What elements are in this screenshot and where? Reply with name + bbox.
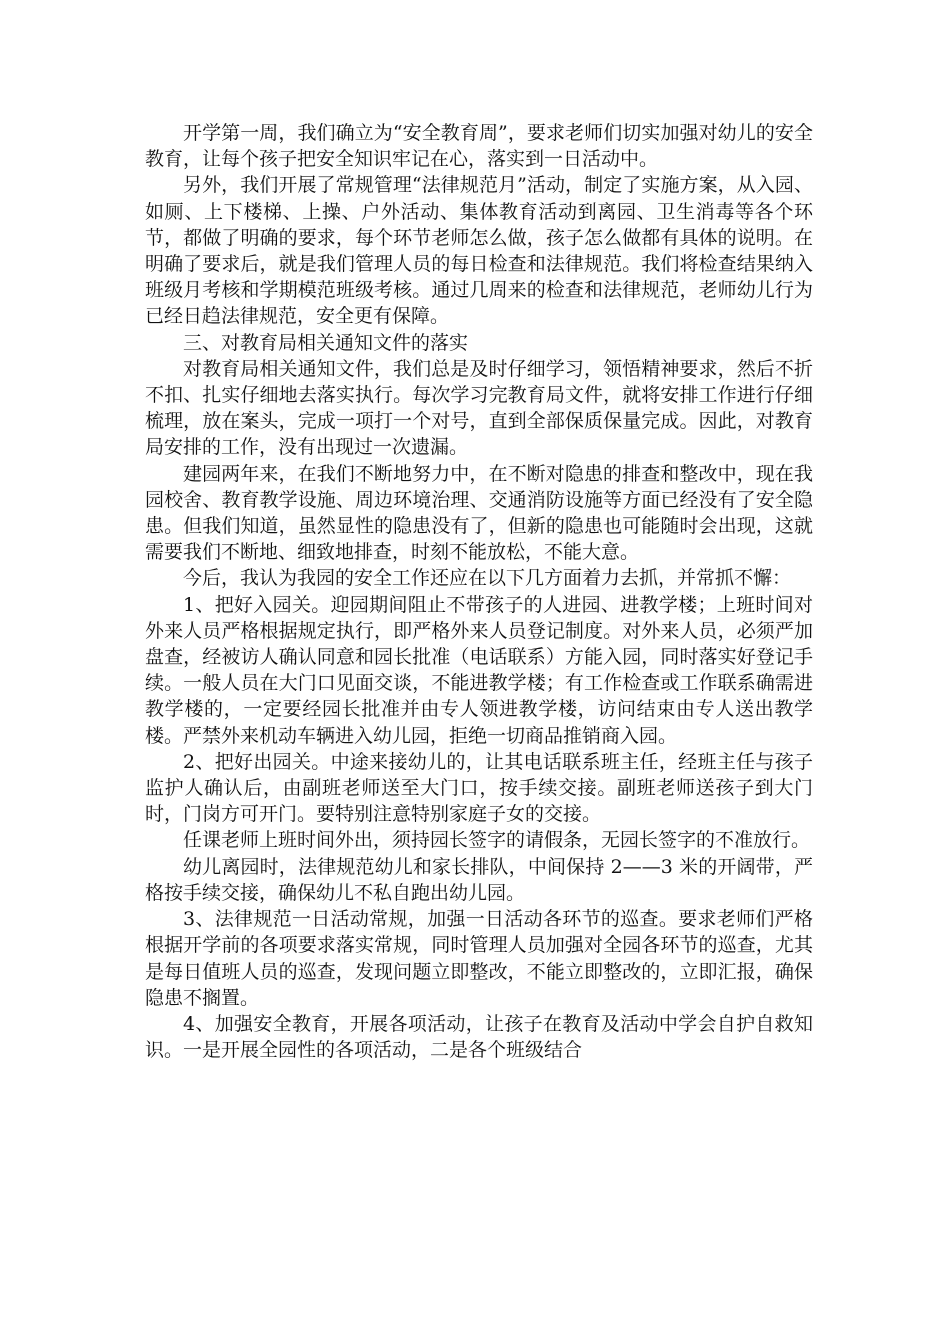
paragraph-teacher-leave: 任课老师上班时间外出，须持园长签字的请假条，无园长签字的不准放行。 (183, 829, 811, 852)
paragraph-child-departure: 幼儿离园时，法律规范幼儿和家长排队，中间保持 2——3 米的开阔带，严格按手续交接，确保幼儿不私自跑出幼儿园。 (145, 855, 813, 904)
paragraph-education-bureau: 对教育局相关通知文件，我们总是及时仔细学习，领悟精神要求，然后不折不扣、扎实仔细地去落实执行。每次学习完教育局文件，就将安排工作进行仔细梳理，放在案头，完成一项打一个对号，直到全部保质保量完成。因此，对教育局安排的工作，没有出现过一次遗漏。 (145, 357, 813, 459)
paragraph-future-work: 今后，我认为我园的安全工作还应在以下几方面着力去抓，并常抓不懈： (183, 567, 792, 590)
document-page (145, 120, 813, 1063)
paragraph-safety-week: 开学第一周，我们确立为“安全教育周”，要求老师们切实加强对幼儿的安全教育，让每个孩子把安全知识牢记在心，落实到一日活动中。 (145, 122, 813, 171)
list-item-entry-control: 1、把好入园关。迎园期间阻止不带孩子的人进园、进教学楼；上班时间对外来人员严格根据规定执行，即严格外来人员登记制度。对外来人员，必须严加盘查，经被访人确认同意和园长批准（电话联系）方能入园，同时落实好登记手续。一般人员在大门口见面交谈，不能进教学楼；有工作检查或工作联系确需进教学楼的，一定要经园长批准并由专人领进教学楼，访问结束由专人送出教学楼。严禁外来机动车辆进入幼儿园，拒绝一切商品推销商入园。 (145, 593, 813, 747)
paragraph-legal-norm-month: 另外，我们开展了常规管理“法律规范月”活动，制定了实施方案，从入园、如厕、上下楼梯、上操、户外活动、集体教育活动到离园、卫生消毒等各个环节，都做了明确的要求，每个环节老师怎么做，孩子怎么做都有具体的说明。在明确了要求后，就是我们管理人员的每日检查和法律规范。我们将检查结果纳入班级月考核和学期模范班级考核。通过几周来的检查和法律规范，老师幼儿行为已经日趋法律规范，安全更有保障。 (145, 174, 813, 328)
paragraph-two-years: 建园两年来，在我们不断地努力中，在不断对隐患的排查和整改中，现在我园校舍、教育教学设施、周边环境治理、交通消防设施等方面已经没有了安全隐患。但我们知道，虽然显性的隐患没有了，但新的隐患也可能随时会出现，这就需要我们不断地、细致地排查，时刻不能放松，不能大意。 (145, 462, 813, 564)
list-item-safety-education: 4、加强安全教育，开展各项活动，让孩子在教育及活动中学会自护自救知识。一是开展全园性的各项活动，二是各个班级结合 (145, 1012, 813, 1062)
list-item-daily-routine: 3、法律规范一日活动常规，加强一日活动各环节的巡查。要求老师们严格根据开学前的各项要求落实常规，同时管理人员加强对全园各环节的巡查，尤其是每日值班人员的巡查，发现问题立即整改，不能立即整改的，立即汇报，确保隐患不搁置。 (145, 908, 813, 1009)
section-heading-three: 三、对教育局相关通知文件的落实 (183, 331, 469, 354)
list-item-exit-control: 2、把好出园关。中途来接幼儿的，让其电话联系班主任，经班主任与孩子监护人确认后，由副班老师送至大门口，按手续交接。副班老师送孩子到大门时，门岗方可开门。要特别注意特别家庭子女的交接。 (145, 750, 813, 826)
